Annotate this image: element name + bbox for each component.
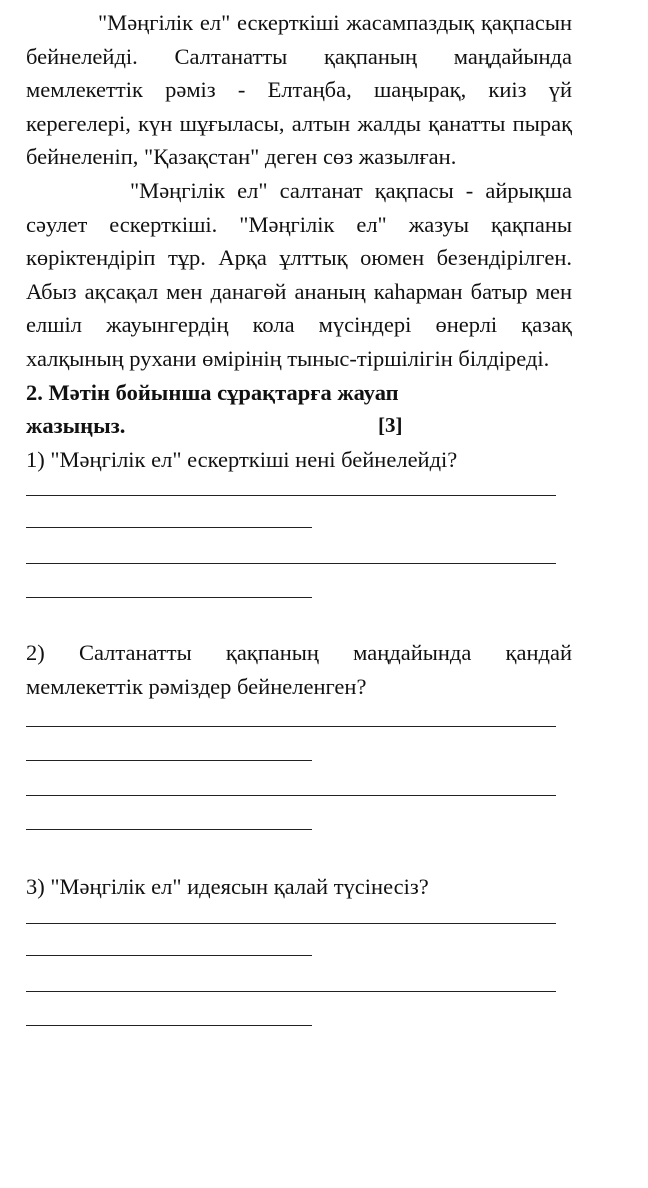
worksheet-page [26, 6, 572, 1026]
task-heading-line-1: 2. Мәтін бойынша сұрақтарға жауап [26, 379, 399, 405]
question-1: 1) "Мәңгілік ел" ескерткіші нені бейнелейді? [26, 446, 458, 472]
question-3: 3) "Мәңгілік ел" идеясын қалай түсінесіз? [26, 873, 429, 899]
reading-paragraph-2: "Мәңгілік ел" салтанат қақпасы - айрықша сәулет ескерткіші. "Мәңгілік ел" жазуы қақпаны көріктендіріп тұр. Арқа ұлттық оюмен безендірілген. Абыз ақсақал мен данагөй ананың каһарман батыр мен елшіл жауынгердің кола мүсіндері өнерлі қазақ халқының рухани өмірінің тыныс-тіршілігін білдіреді. [26, 177, 572, 371]
answer-line-q3-1[interactable] [26, 923, 556, 924]
answer-line-q2-4[interactable] [26, 829, 312, 830]
reading-paragraph-1: "Мәңгілік ел" ескерткіші жасампаздық қақпасын бейнелейді. Салтанатты қақпаның маңдайында мемлекеттік рәміз - Елтаңба, шаңырақ, киіз үй керегелері, күн шұғыласы, алтын жалды қанатты пырақ бейнеленіп, "Қазақстан" деген сөз жазылған. [26, 10, 572, 170]
answer-line-q1-2[interactable] [26, 527, 312, 528]
answer-line-q3-4[interactable] [26, 1025, 312, 1026]
answer-line-q1-1[interactable] [26, 495, 556, 496]
points-badge: [3] [378, 413, 403, 438]
answer-line-q1-4[interactable] [26, 597, 312, 598]
answer-line-q1-3[interactable] [26, 563, 556, 564]
task-heading [26, 376, 496, 443]
task-heading-line-2: жазыңыз. [26, 413, 126, 439]
answer-line-q3-3[interactable] [26, 991, 556, 992]
answer-line-q2-3[interactable] [26, 795, 556, 796]
answer-line-q3-2[interactable] [26, 955, 312, 956]
answer-line-q2-2[interactable] [26, 760, 312, 761]
answer-line-q2-1[interactable] [26, 726, 556, 727]
question-2: 2) Салтанатты қақпаның маңдайында қандай мемлекеттік рәміздер бейнеленген? [26, 640, 572, 699]
